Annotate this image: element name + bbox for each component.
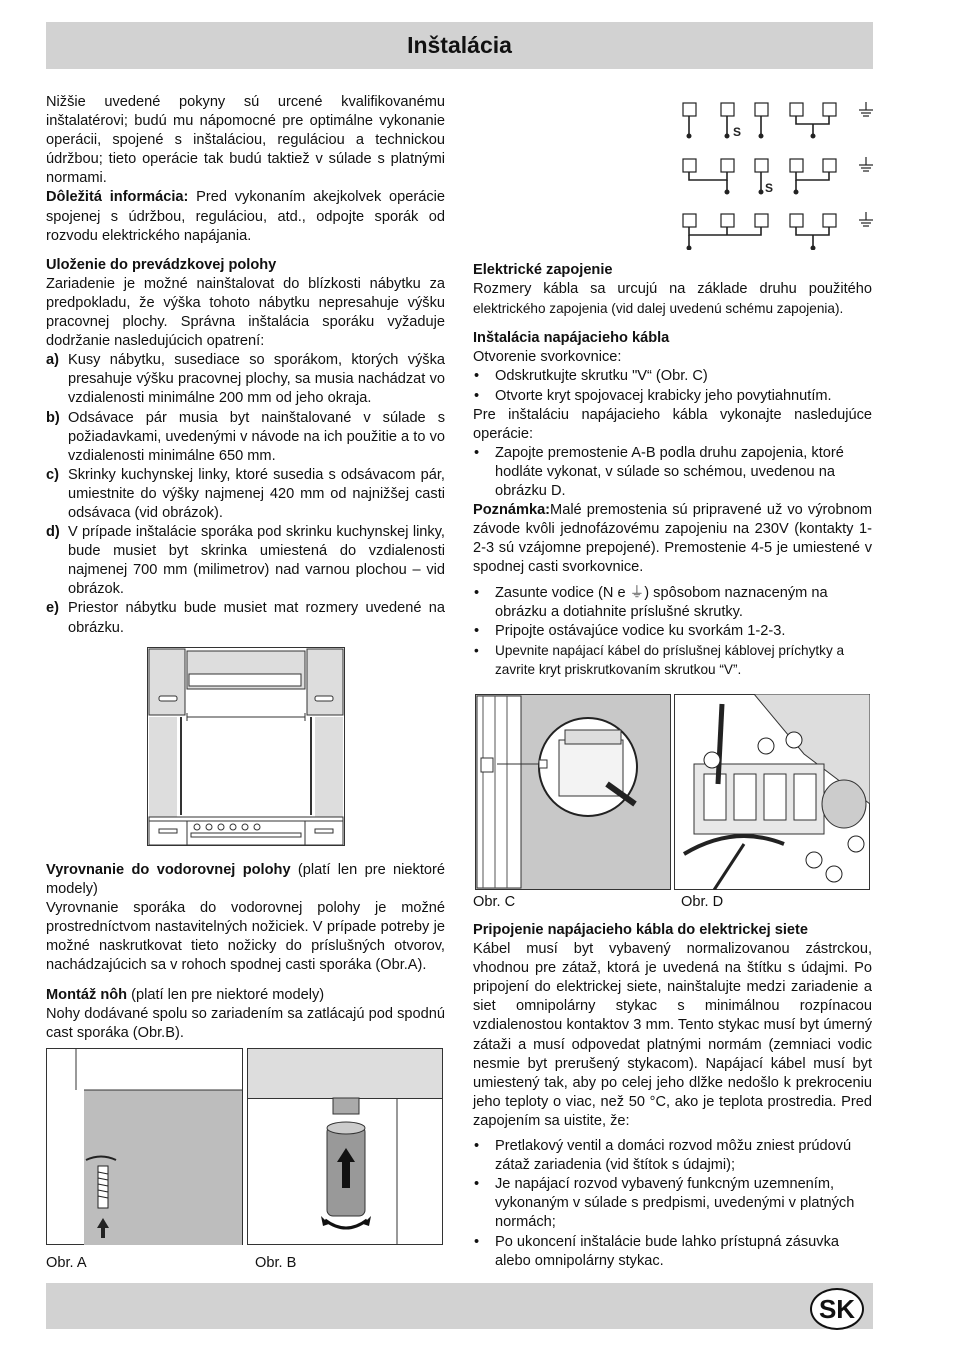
figure-d-terminal-block — [674, 694, 870, 890]
important-label: Dôležitá informácia: — [46, 189, 189, 206]
list-item: • Upevnite napájací kábel do príslušnej káblovej príchytky a zavrite kryt priskrutkovaním skrutkou “V”. — [474, 642, 845, 677]
figure-c-caption: Obr. C — [473, 894, 516, 910]
important-paragraph — [46, 188, 445, 245]
wiring-s-label: S — [733, 125, 742, 139]
list-item: b) Odsávace pár musia byt nainštalované v súlade s požiadavkami, uvedenými v návode na ich použitie a to vo vzdialenosti minimálne 650 mm. — [46, 409, 445, 464]
grid-text: Kábel musí byt vybavený normalizovanou zástrckou, vhodnou pre zátaž, ktorá je uvedená na štítku s údajmi. Po pripojení do elektrickej siete, nainštalujte medzi zariadenie a siet omnipolárny stykac s minimálnou rozpínacou vzdialenostou kontaktov 3 mm. Tento stykac musí byt úmerný zátaži a musí odpovedat platnými normám (zemniaci vodic nesmie byt prerušený stykacom). Napájací kábel musí byt umiestený tak, aby po celej jeho dlžke nedošlo k prekroceniu jeho teploty o viac, než 50 °C, ako je teplota prostredia. Pred zapojením sa uistite, že: — [473, 941, 872, 1129]
list-item: e) Priestor nábytku bude musiet mat rozmery uvedené na obrázku. — [46, 600, 445, 636]
important-text: Pred vykonaním akejkolvek operácie spojenej s údržbou, reguláciou, atd., odpojte sporák od rozvodu elektrického napájania. — [46, 189, 445, 244]
list-item: • Odskrutkujte skrutku "V“ (Obr. C) — [474, 368, 708, 385]
figure-a-caption: Obr. A — [46, 1255, 87, 1271]
figure-a-leveling-foot — [46, 1048, 243, 1245]
legs-text: Nohy dodávané spolu so zariadením sa zatlácajú pod spodnú cast sporáka (Obr.B). — [46, 1005, 445, 1041]
figure-c-terminal-box — [475, 694, 671, 890]
list-item: • Zasunte vodice (N e ⏚) spôsobom naznaceným na obrázku a dotiahnite príslušné skrutky. — [474, 584, 828, 620]
wiring-diagrams — [680, 98, 880, 250]
placement-heading: Uloženie do prevádzkovej polohy — [46, 256, 277, 273]
list-item: • Otvorte kryt spojovacej krabicky jeho povytiahnutím. — [474, 387, 832, 404]
list-item: • Pretlakový ventil a domáci rozvod môžu zniest prúdovú zátaž zariadenia (vid štítok s údajmi); — [474, 1138, 852, 1174]
list-item: • Je napájací rozvod vybavený funkcným uzemnením, vykonaným v súlade s predpismi, uvedenými v platných normách; — [474, 1176, 855, 1231]
leveling-title: Vyrovnanie do vodorovnej polohy (platí len pre niektoré modely) — [46, 862, 445, 898]
page-title: Inštalácia — [407, 32, 512, 58]
list-item: a) Kusy nábytku, susediace so sporákom, ktorých výška presahuje výšku pracovnej plochy, sa musia nachádzat vo vzdialenosti minimálne 200 mm od jeho okraja. — [46, 352, 445, 407]
placement-text: Zariadenie je možné nainštalovat do blízkosti nábytku za predpokladu, že výška tohoto nábytku nepresahuje výšku pracovnej plochy. Správna inštalácia sporáku vyžaduje dodržanie nasledujúcich opatrení: — [46, 275, 445, 350]
note-paragraph: Poznámka:Malé premostenia sú pripravené už vo výrobnom závode kvôli jednofázovému zapojeniu na 230V (kontakty 1-2-3 sú vzájomne prepojené). Premostenie 4-5 je umiestené v spodnej casti svorkovnice. — [473, 502, 872, 576]
wiring-s-label: S — [765, 181, 774, 195]
cable-heading: Inštalácia napájacieho kábla — [473, 330, 670, 347]
figure-b-caption: Obr. B — [255, 1255, 297, 1271]
footer-bar — [46, 1283, 873, 1329]
figure-b-leg-mounting — [247, 1048, 443, 1245]
list-item: • Po ukoncení inštalácie bude lahko prístupná zásuvka alebo omnipolárny stykac. — [474, 1233, 839, 1269]
kitchen-installation-diagram — [147, 647, 345, 846]
intro-paragraph: Nižšie uvedené pokyny sú urcené kvalifikovanému inštalatérovi; budú mu nápomocné pre optimálne vykonanie operácii, spojené s inštaláciou, reguláciou a technickou údržbou; tieto operácie tak budú taktiež v súlade s platnými normami. — [46, 94, 445, 187]
list-item: • Pripojte ostávajúce vodice ku svorkám 1-2-3. — [474, 622, 786, 639]
list-item: d) V prípade inštalácie sporáka pod skrinku kuchynskej linky, bude musiet byt skrinka umiestená do vzdialenosti najmenej 700 mm (milimetrov) nad varnou plochou – vid obrázok. — [46, 524, 445, 598]
language-badge: SK — [810, 1288, 864, 1330]
figure-d-caption: Obr. D — [681, 894, 724, 910]
legs-title: Montáž nôh (platí len pre niektoré modely) — [46, 986, 325, 1003]
open-label: Otvorenie svorkovnice: — [473, 349, 622, 366]
grid-heading: Pripojenie napájacieho kábla do elektrickej siete — [473, 922, 808, 938]
grid-connection-section — [473, 921, 872, 1271]
left-column — [46, 93, 445, 638]
leveling-section — [46, 861, 445, 1043]
title-banner — [46, 22, 873, 69]
electrical-text: Rozmery kábla sa urcujú na základe druhu použitého elektrického zapojenia (vid dalej uvedenú schému zapojenia). — [473, 281, 872, 317]
list-item: • Zapojte premostenie A-B podla druhu zapojenia, ktoré hodláte vykonat, v súlade so schémou, uvedenou na obrázku D. — [474, 444, 844, 500]
pre-text: Pre inštaláciu napájacieho kábla vykonajte nasledujúce operácie: — [473, 406, 872, 442]
right-column — [473, 261, 872, 679]
list-item: c) Skrinky kuchynskej linky, ktoré susedia s odsávacom pár, umiestnite do výšky najmenej 420 mm od najnižšej casti odsávaca (vid obrázok). — [46, 466, 445, 521]
leveling-text: Vyrovnanie sporáka do vodorovnej polohy je možné prostredníctvom nastavitelných nožiciek. V prípade potreby je možné naskrutkovat tieto nožicky do príslušných otvorov, nachádzajúcich sa v rohoch spodnej casti sporáka (Obr.A). — [46, 900, 445, 974]
electrical-heading: Elektrické zapojenie — [473, 262, 613, 278]
